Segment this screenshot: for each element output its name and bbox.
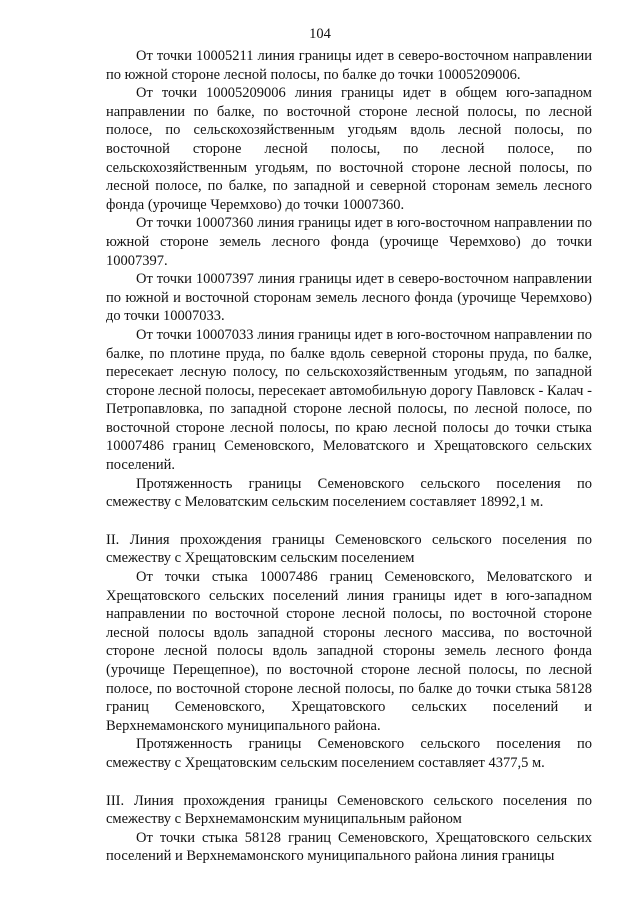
paragraph: От точки 10007360 линия границы идет в юго-восточном направлении по южной стороне земель лесного фонда (урочище Черемхово) до точки 10007397. xyxy=(106,215,592,269)
page-number: 104 xyxy=(309,26,331,42)
paragraph: От точки 10007397 линия границы идет в северо-восточном направлении по южной и восточной сторонам земель лесного фонда (урочище Черемхово) до точки 10007033. xyxy=(106,271,592,325)
paragraph: Протяженность границы Семеновского сельского поселения по смежеству с Меловатским сельским поселением составляет 18992,1 м. xyxy=(106,475,592,511)
paragraph: От точки 10005209006 линия границы идет в общем юго-западном направлении по балке, по восточной стороне лесной полосы, по лесной полосе, по сельскохозяйственным угодьям вдоль лесной полосы, по восточной стороне лесной полосы, по лесной полосе, по сельскохозяйственным угодьям, по восточной стороне лесной полосы, по лесной полосе, по балке, по западной и северной сторонам земель лесного фонда (урочище Черемхово) до точки 10007360. xyxy=(106,85,592,213)
section-heading: III. Линия прохождения границы Семеновского сельского поселения по смежеству с Верхнемамонским муниципальным районом xyxy=(106,792,592,828)
paragraph: Протяженность границы Семеновского сельского поселения по смежеству с Хрещатовским сельским поселением составляет 4377,5 м. xyxy=(106,736,592,771)
paragraph: От точки 10005211 линия границы идет в северо-восточном направлении по южной стороне лесной полосы, по балке до точки 10005209006. xyxy=(106,48,592,83)
section-heading: II. Линия прохождения границы Семеновского сельского поселения по смежеству с Хрещатовским сельским поселением xyxy=(106,531,592,567)
paragraph: От точки 10007033 линия границы идет в юго-восточном направлении по балке, по плотине пруда, по балке вдоль северной стороны пруда, по балке, пересекает лесную полосу, по сельскохозяйственным угодьям, по западной стороне лесной полосы, пересекает автомобильную дорогу Павловск - Калач - Петропавловка, по западной стороне лесной полосы, по лесной полосе, по восточной стороне лесной полосы, по краю лесной полосы до точки стыка 10007486 границ Семеновского, Меловатского и Хрещатовского сельских поселений. xyxy=(106,326,592,474)
paragraph: От точки стыка 58128 границ Семеновского, Хрещатовского сельских поселений и Верхнемамонского муниципального района линия границы xyxy=(106,829,592,865)
paragraph: От точки стыка 10007486 границ Семеновского, Меловатского и Хрещатовского сельских поселений линия границы идет в юго-западном направлении по восточной стороне лесной полосы, по восточной стороне лесной полосы вдоль западной стороны лесного массива, по восточной стороне лесной полосы вдоль западной стороны земель лесного фонда (урочище Перещепное), по восточной стороне лесной полосы, по лесной полосе, по восточной стороне лесной полосы, по балке до точки стыка 58128 границ Семеновского, Хрещатовского сельских поселений и Верхнемамонского муниципального района. xyxy=(106,569,592,734)
document-body xyxy=(106,47,592,866)
